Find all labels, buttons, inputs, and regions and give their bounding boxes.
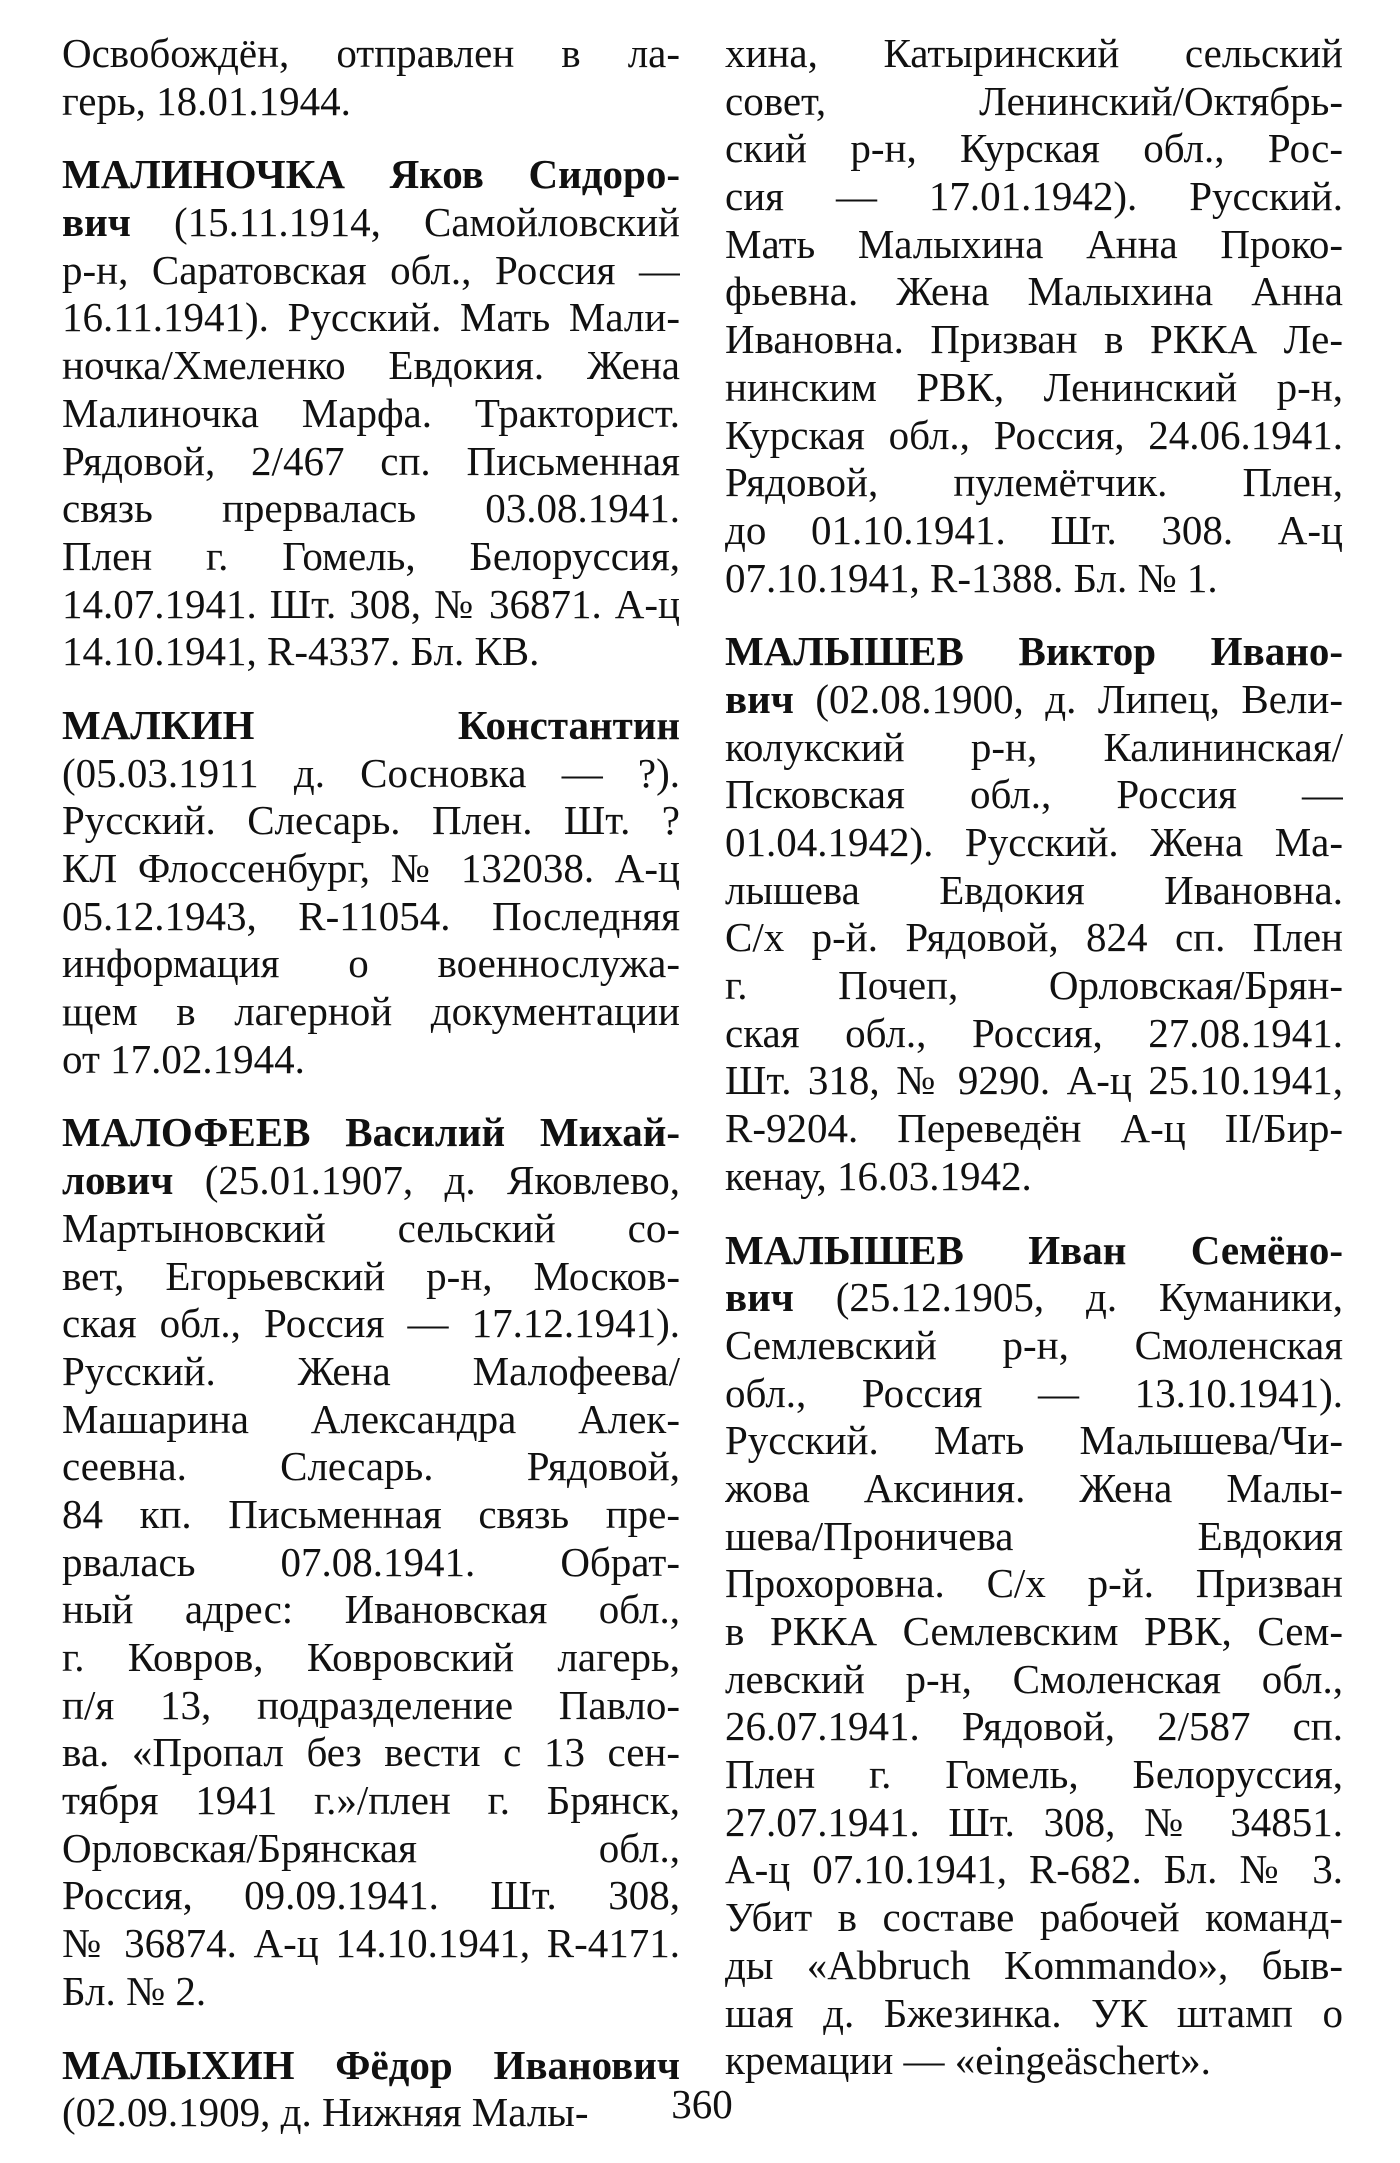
line-text: R-9204. Переведён А-ц II/Бир- [725, 1105, 1343, 1152]
line-text: шая д. Бжезинка. УК штамп о [725, 1989, 1343, 2036]
line-text: сия — 17.01.1942). Русский. [725, 173, 1343, 220]
entry [62, 1109, 680, 2015]
line-text: Русский. Мать Малышева/Чи- [725, 1417, 1343, 1464]
text-line [62, 1586, 680, 1634]
surname-heading: вич [62, 199, 131, 246]
surname-heading: МАЛОФЕЕВ Василий Михай- [62, 1109, 680, 1156]
line-text: (25.12.1905, д. Куманики, [793, 1274, 1343, 1321]
text-line [62, 1968, 680, 2016]
text-line [62, 342, 680, 390]
line-text: до 01.10.1941. Шт. 308. А-ц [725, 506, 1343, 553]
text-line [725, 459, 1343, 507]
text-line [725, 78, 1343, 126]
text-line [725, 1751, 1343, 1799]
text-line [62, 1777, 680, 1825]
line-text: колукский р-н, Калининская/ [725, 723, 1343, 770]
text-line [725, 1990, 1343, 2038]
line-text: Орловская/Брянская обл., [62, 1824, 680, 1871]
text-line [725, 2037, 1343, 2085]
text-line [62, 294, 680, 342]
line-text: Убит в составе рабочей команд- [725, 1894, 1343, 1941]
text-line [725, 1274, 1343, 1322]
text-line [62, 151, 680, 199]
line-text: ский р-н, Курская обл., Рос- [725, 125, 1343, 172]
line-text: Семлевский р-н, Смоленская [725, 1321, 1343, 1368]
text-line [725, 1942, 1343, 1990]
text-line [62, 1920, 680, 1968]
line-text: шева/Проничева Евдокия [725, 1512, 1343, 1559]
text-line [62, 1300, 680, 1348]
text-line [725, 1513, 1343, 1561]
text-line [725, 1370, 1343, 1418]
text-line [62, 1825, 680, 1873]
text-line [62, 628, 680, 676]
line-text: герь, 18.01.1944. [62, 77, 351, 124]
text-line [62, 1396, 680, 1444]
right-column [725, 30, 1343, 2111]
line-text: левский р-н, Смоленская обл., [725, 1655, 1343, 1702]
line-text: Псковская обл., Россия — [725, 771, 1343, 818]
line-text: Курская обл., Россия, 24.06.1941. [725, 411, 1343, 458]
text-line [62, 940, 680, 988]
line-text: ный адрес: Ивановская обл., [62, 1586, 680, 1633]
line-text: Россия, 09.09.1941. Шт. 308, [62, 1872, 680, 1919]
entry [725, 628, 1343, 1200]
text-line [725, 316, 1343, 364]
surname-heading: МАЛЫШЕВ Иван Семёно- [725, 1226, 1343, 1273]
line-text: Мартыновский сельский со- [62, 1204, 680, 1251]
text-line [62, 1443, 680, 1491]
text-line [62, 1109, 680, 1157]
line-text: Рядовой, пулемётчик. Плен, [725, 459, 1343, 506]
line-text: (05.03.1911 д. Сосновка — ?). [62, 749, 680, 796]
line-text: Рядовой, 2/467 сп. Письменная [62, 437, 680, 484]
surname-heading: МАЛЫШЕВ Виктор Ивано- [725, 628, 1343, 675]
line-text: связь прервалась 03.08.1941. [62, 485, 680, 532]
line-text: кенау, 16.03.1942. [725, 1152, 1032, 1199]
line-text: г. Ковров, Ковровский лагерь, [62, 1634, 680, 1680]
text-line [725, 1560, 1343, 1608]
surname-heading: МАЛКИН Константин [62, 701, 680, 748]
text-line [725, 173, 1343, 221]
text-line [62, 1634, 680, 1682]
line-text: 07.10.1941, R-1388. Бл. № 1. [725, 554, 1218, 601]
entry [725, 1227, 1343, 2085]
text-line [725, 1846, 1343, 1894]
book-page [62, 30, 1343, 2136]
text-line [62, 1036, 680, 1084]
text-line [725, 1417, 1343, 1465]
line-text: рвалась 07.08.1941. Обрат- [62, 1538, 680, 1585]
line-text: ская обл., Россия, 27.08.1941. [725, 1009, 1343, 1056]
line-text: 14.07.1941. Шт. 308, № 36871. А-ц [62, 580, 680, 627]
line-text: 14.10.1941, R-4337. Бл. КВ. [62, 628, 540, 675]
text-line [725, 867, 1343, 915]
line-text: Плен г. Гомель, Белоруссия, [62, 532, 680, 579]
line-text: Малиночка Марфа. Тракторист. [62, 389, 680, 436]
text-line [62, 1253, 680, 1301]
line-text: (25.01.1907, д. Яковлево, [173, 1157, 680, 1204]
line-text: 16.11.1941). Русский. Мать Мали- [62, 294, 680, 341]
page-number: 360 [671, 2081, 733, 2127]
line-text: совет, Ленинский/Октябрь- [725, 77, 1343, 124]
line-text: Плен г. Гомель, Белоруссия, [725, 1751, 1343, 1798]
line-text: Прохоровна. С/х р-й. Призван [725, 1560, 1343, 1607]
line-text: А-ц 07.10.1941, R-682. Бл. № 3. [725, 1846, 1343, 1893]
line-text: Бл. № 2. [62, 1967, 207, 2014]
line-text: (02.08.1900, д. Липец, Вели- [793, 675, 1343, 722]
text-line [725, 268, 1343, 316]
text-line [62, 988, 680, 1036]
line-text: от 17.02.1944. [62, 1035, 305, 1082]
text-line [62, 78, 680, 126]
entry [725, 30, 1343, 602]
text-line [725, 914, 1343, 962]
line-text: жова Аксиния. Жена Малы- [725, 1464, 1343, 1511]
line-text: хина, Катыринский сельский [725, 30, 1343, 76]
text-line [725, 1894, 1343, 1942]
line-text: нинским РВК, Ленинский р-н, [725, 363, 1343, 410]
line-text: Ивановна. Призван в РККА Ле- [725, 316, 1343, 363]
entry [62, 702, 680, 1084]
text-line [725, 412, 1343, 460]
line-text: лышева Евдокия Ивановна. [725, 866, 1343, 913]
text-line [725, 125, 1343, 173]
entry [62, 151, 680, 676]
text-line [62, 893, 680, 941]
text-line [725, 1656, 1343, 1704]
line-text: № 36874. А-ц 14.10.1941, R-4171. [62, 1920, 680, 1967]
text-line [725, 1608, 1343, 1656]
text-line [725, 819, 1343, 867]
line-text: Русский. Слесарь. Плен. Шт. ? [62, 797, 680, 844]
text-line [725, 221, 1343, 269]
text-line [62, 438, 680, 486]
surname-heading: вич [725, 675, 794, 722]
text-line [62, 845, 680, 893]
text-line [62, 581, 680, 629]
text-line [62, 1157, 680, 1205]
text-line [725, 1465, 1343, 1513]
line-text: 27.07.1941. Шт. 308, № 34851. [725, 1798, 1343, 1845]
text-line [62, 750, 680, 798]
line-text: обл., Россия — 13.10.1941). [725, 1369, 1343, 1416]
line-text: Мать Малыхина Анна Проко- [725, 220, 1343, 267]
text-line [62, 533, 680, 581]
surname-heading: вич [725, 1274, 794, 1321]
line-text: фьевна. Жена Малыхина Анна [725, 268, 1343, 315]
entry [62, 30, 680, 125]
text-line [725, 1703, 1343, 1751]
surname-heading: МАЛЫХИН Фёдор Иванович [62, 2041, 680, 2088]
text-line [62, 30, 680, 78]
line-text: 26.07.1941. Рядовой, 2/587 сп. [725, 1703, 1343, 1750]
line-text: р-н, Саратовская обл., Россия — [62, 246, 680, 293]
line-text: кремации — «eingeäschert». [725, 2037, 1211, 2084]
text-line [725, 628, 1343, 676]
line-text: щем в лагерной документации [62, 988, 680, 1035]
text-line [62, 390, 680, 438]
line-text: в РККА Семлевским РВК, Сем- [725, 1608, 1343, 1654]
text-line [62, 1491, 680, 1539]
text-line [62, 199, 680, 247]
text-line [725, 364, 1343, 412]
line-text: КЛ Флоссенбург, № 132038. А-ц [62, 845, 680, 891]
line-text: ночка/Хмеленко Евдокия. Жена [62, 342, 680, 389]
line-text: 01.04.1942). Русский. Жена Ма- [725, 819, 1343, 865]
line-text: 84 кп. Письменная связь пре- [62, 1490, 680, 1537]
line-text: вет, Егорьевский р-н, Москов- [62, 1252, 680, 1299]
line-text: ва. «Пропал без вести с 13 сен- [62, 1729, 680, 1776]
line-text: тября 1941 г.»/плен г. Брянск, [62, 1777, 680, 1824]
text-line [725, 771, 1343, 819]
text-line [725, 1227, 1343, 1275]
text-line [62, 797, 680, 845]
line-text: сеевна. Слесарь. Рядовой, [62, 1443, 680, 1490]
line-text: Русский. Жена Малофеева/ [62, 1347, 680, 1394]
text-line [62, 1682, 680, 1730]
text-line [62, 247, 680, 295]
line-text: Освобождён, отправлен в ла- [62, 30, 680, 76]
surname-heading: лович [62, 1157, 174, 1204]
text-line [62, 1729, 680, 1777]
text-line [725, 1057, 1343, 1105]
text-line [725, 676, 1343, 724]
line-text: информация о военнослужа- [62, 940, 680, 987]
text-line [725, 507, 1343, 555]
line-text: 05.12.1943, R-11054. Последняя [62, 892, 680, 939]
text-line [725, 1799, 1343, 1847]
text-line [62, 1205, 680, 1253]
text-line [725, 1010, 1343, 1058]
text-line [725, 30, 1343, 78]
text-line [62, 485, 680, 533]
text-line [725, 1322, 1343, 1370]
text-line [725, 1153, 1343, 1201]
left-column [62, 30, 680, 2163]
text-line [725, 555, 1343, 603]
line-text: ская обл., Россия — 17.12.1941). [62, 1300, 680, 1347]
text-line [725, 962, 1343, 1010]
text-line [62, 1539, 680, 1587]
text-line [62, 702, 680, 750]
line-text: (15.11.1914, Самойловский [130, 199, 680, 246]
line-text: С/х р-й. Рядовой, 824 сп. Плен [725, 914, 1343, 961]
line-text: п/я 13, подразделение Павло- [62, 1681, 680, 1728]
surname-heading: МАЛИНОЧКА Яков Сидоро- [62, 151, 680, 198]
text-line [62, 1348, 680, 1396]
text-line [62, 1872, 680, 1920]
line-text: (02.09.1909, д. Нижняя Малы- [62, 2089, 589, 2136]
line-text: Машарина Александра Алек- [62, 1395, 680, 1442]
line-text: г. Почеп, Орловская/Брян- [725, 962, 1343, 1009]
text-line [725, 1105, 1343, 1153]
line-text: ды «Abbruch Kommando», быв- [725, 1941, 1343, 1988]
text-line [725, 724, 1343, 772]
line-text: Шт. 318, № 9290. А-ц 25.10.1941, [725, 1057, 1343, 1104]
